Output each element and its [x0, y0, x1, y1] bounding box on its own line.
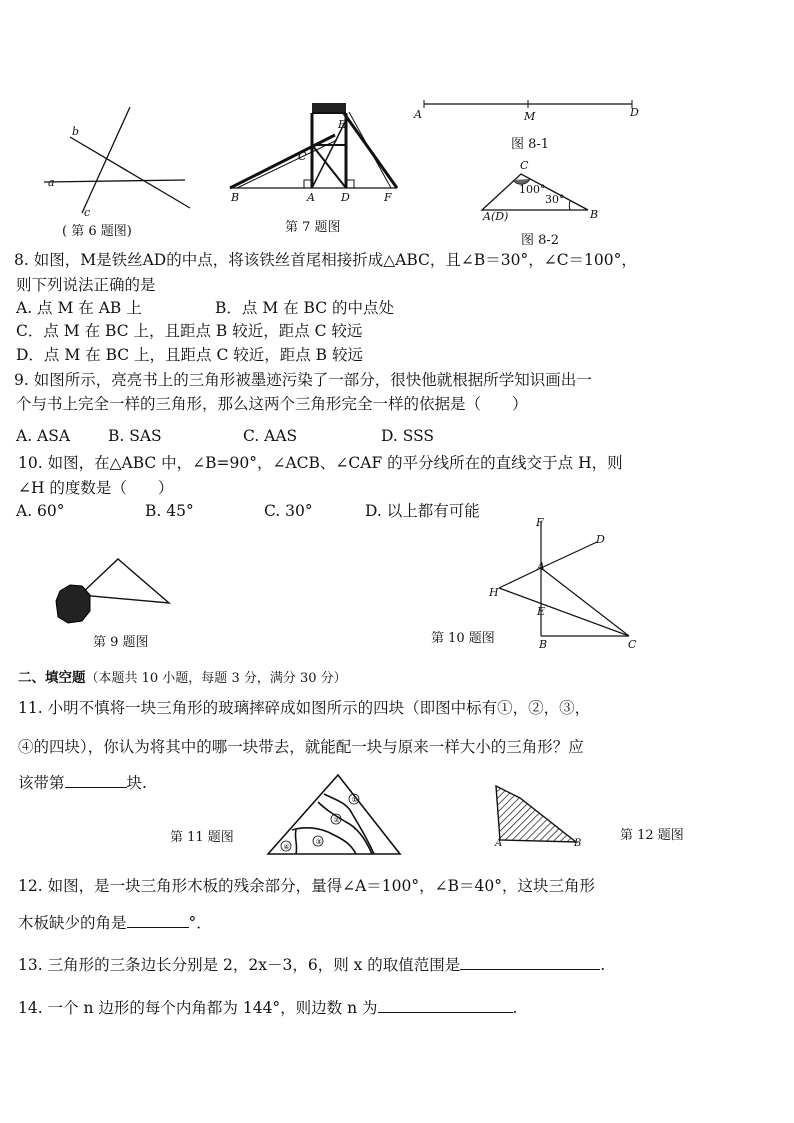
q12-line2 [18, 913, 212, 933]
fig8-2-label-AD: A(D) [483, 210, 509, 223]
figure-12-diagram [492, 782, 587, 847]
q12-line2-post: °． [188, 914, 212, 932]
fig9-caption: 第 9 题图 [93, 635, 149, 650]
fig10-label-F: F [536, 516, 544, 529]
fig10-label-D: D [596, 533, 605, 546]
q11-line3-pre: 该带第 [18, 774, 65, 792]
q11-line3 [18, 773, 147, 793]
fig7-label-D: D [341, 191, 350, 204]
q13-line [18, 955, 605, 975]
fig12-label-A: A [495, 838, 503, 849]
q14-post: . [512, 999, 518, 1017]
fig12-label-B: B [574, 838, 582, 849]
fig8-1-label-A: A [414, 108, 422, 121]
q13-post: . [600, 956, 606, 974]
fig10-label-A: A [537, 560, 545, 573]
q9-option-b: B. SAS [108, 427, 162, 445]
fig8-1-label-D: D [630, 106, 639, 119]
fig6-label-a: a [48, 176, 55, 189]
q8-line2: 则下列说法正确的是 [16, 276, 156, 294]
q11-answer-blank[interactable] [65, 773, 127, 788]
fig7-label-A: A [307, 191, 315, 204]
q12-answer-blank[interactable] [127, 913, 189, 928]
q10-line2: ∠H 的度数是（ ） [18, 479, 174, 497]
fig6-label-c: c [84, 206, 91, 219]
q11-line2: ④的四块），你认为将其中的哪一块带去，就能配一块与原来一样大小的三角形？应 [18, 738, 584, 756]
fig7-label-B: B [231, 191, 240, 204]
figure-11-diagram [266, 772, 406, 857]
fig8-2-angle-c: 100° [519, 183, 546, 196]
q11-line3-post: 块. [126, 774, 147, 792]
fig6-label-b: b [72, 125, 80, 138]
fig6-caption: ( 第 6 题图) [62, 224, 132, 239]
q9-option-a: A. ASA [16, 427, 71, 445]
section-2-title: 二、填空题 [18, 670, 86, 686]
figure-10-diagram [495, 518, 645, 648]
fig11-caption: 第 11 题图 [170, 830, 234, 845]
fig7-label-C: C [298, 150, 307, 163]
fig11-piece-3: ③ [315, 838, 322, 846]
q14-answer-blank[interactable] [378, 998, 513, 1013]
fig7-label-E: E [338, 118, 347, 131]
q10-line1: 10. 如图，在△ABC 中，∠B=90°，∠ACB、∠CAF 的平分线所在的直线交于点 H，则 [18, 454, 623, 472]
q10-option-b: B. 45° [145, 502, 194, 520]
q12-line1: 12. 如图，是一块三角形木板的残余部分，量得∠A＝100°，∠B＝40°，这块三角形 [18, 877, 595, 895]
q8-option-b: B．点 M 在 BC 的中点处 [215, 299, 395, 317]
fig8-2-angle-b: 30° [545, 193, 565, 206]
fig12-caption: 第 12 题图 [620, 828, 684, 843]
fig10-label-E: E [537, 605, 546, 618]
q8-option-c: C．点 M 在 BC 上，且距点 B 较近，距点 C 较远 [16, 322, 363, 340]
fig10-label-C: C [628, 638, 637, 651]
fig10-caption: 第 10 题图 [431, 631, 495, 646]
q14-line [18, 998, 517, 1018]
fig11-piece-4: ④ [283, 843, 290, 851]
q8-option-a: A. 点 M 在 AB 上 [16, 299, 142, 317]
fig7-label-F: F [384, 191, 392, 204]
fig8-1-label-M: M [524, 110, 536, 123]
fig11-piece-2: ② [333, 816, 340, 824]
figure-6-diagram [40, 105, 200, 225]
q10-option-d: D. 以上都有可能 [365, 502, 480, 520]
section-2-note: （本题共 10 小题，每题 3 分，满分 30 分） [85, 671, 347, 686]
q9-line1: 9. 如图所示，亮亮书上的三角形被墨迹污染了一部分，很快他就根据所学知识画出一 [14, 371, 592, 389]
figure-9-diagram [52, 555, 177, 625]
section-2-heading [18, 668, 347, 689]
fig8-2-label-C: C [520, 159, 529, 172]
q13-answer-blank[interactable] [460, 955, 600, 970]
q10-option-c: C. 30° [264, 502, 313, 520]
ink-blot-icon [56, 585, 90, 623]
figure-7-diagram [225, 98, 405, 208]
fig7-caption: 第 7 题图 [285, 220, 341, 235]
fig11-piece-1: ① [351, 796, 358, 804]
q11-line1: 11. 小明不慎将一块三角形的玻璃摔碎成如图所示的四块（即图中标有①，②，③， [18, 699, 591, 717]
fig10-label-H: H [489, 586, 499, 599]
q14-text: 14. 一个 n 边形的每个内角都为 144°，则边数 n 为 [18, 999, 378, 1017]
q10-option-a: A. 60° [16, 502, 65, 520]
fig8-1-caption: 图 8-1 [511, 137, 550, 152]
q9-line2: 个与书上完全一样的三角形，那么这两个三角形完全一样的依据是（ ） [16, 395, 528, 413]
fig10-label-B: B [539, 638, 548, 651]
q12-line2-pre: 木板缺少的角是 [18, 914, 127, 932]
fig8-2-caption: 图 8-2 [521, 233, 560, 248]
q9-option-d: D. SSS [381, 427, 435, 445]
q8-line1: 8. 如图，M是铁丝AD的中点，将该铁丝首尾相接折成△ABC，且∠B＝30°，∠C＝100°， [14, 251, 637, 269]
q9-option-c: C. AAS [243, 427, 298, 445]
q8-option-d: D．点 M 在 BC 上，且距点 C 较近，距点 B 较远 [16, 346, 364, 364]
fig8-2-label-B: B [590, 208, 599, 221]
q13-text: 13. 三角形的三条边长分别是 2，2x－3，6，则 x 的取值范围是 [18, 956, 461, 974]
